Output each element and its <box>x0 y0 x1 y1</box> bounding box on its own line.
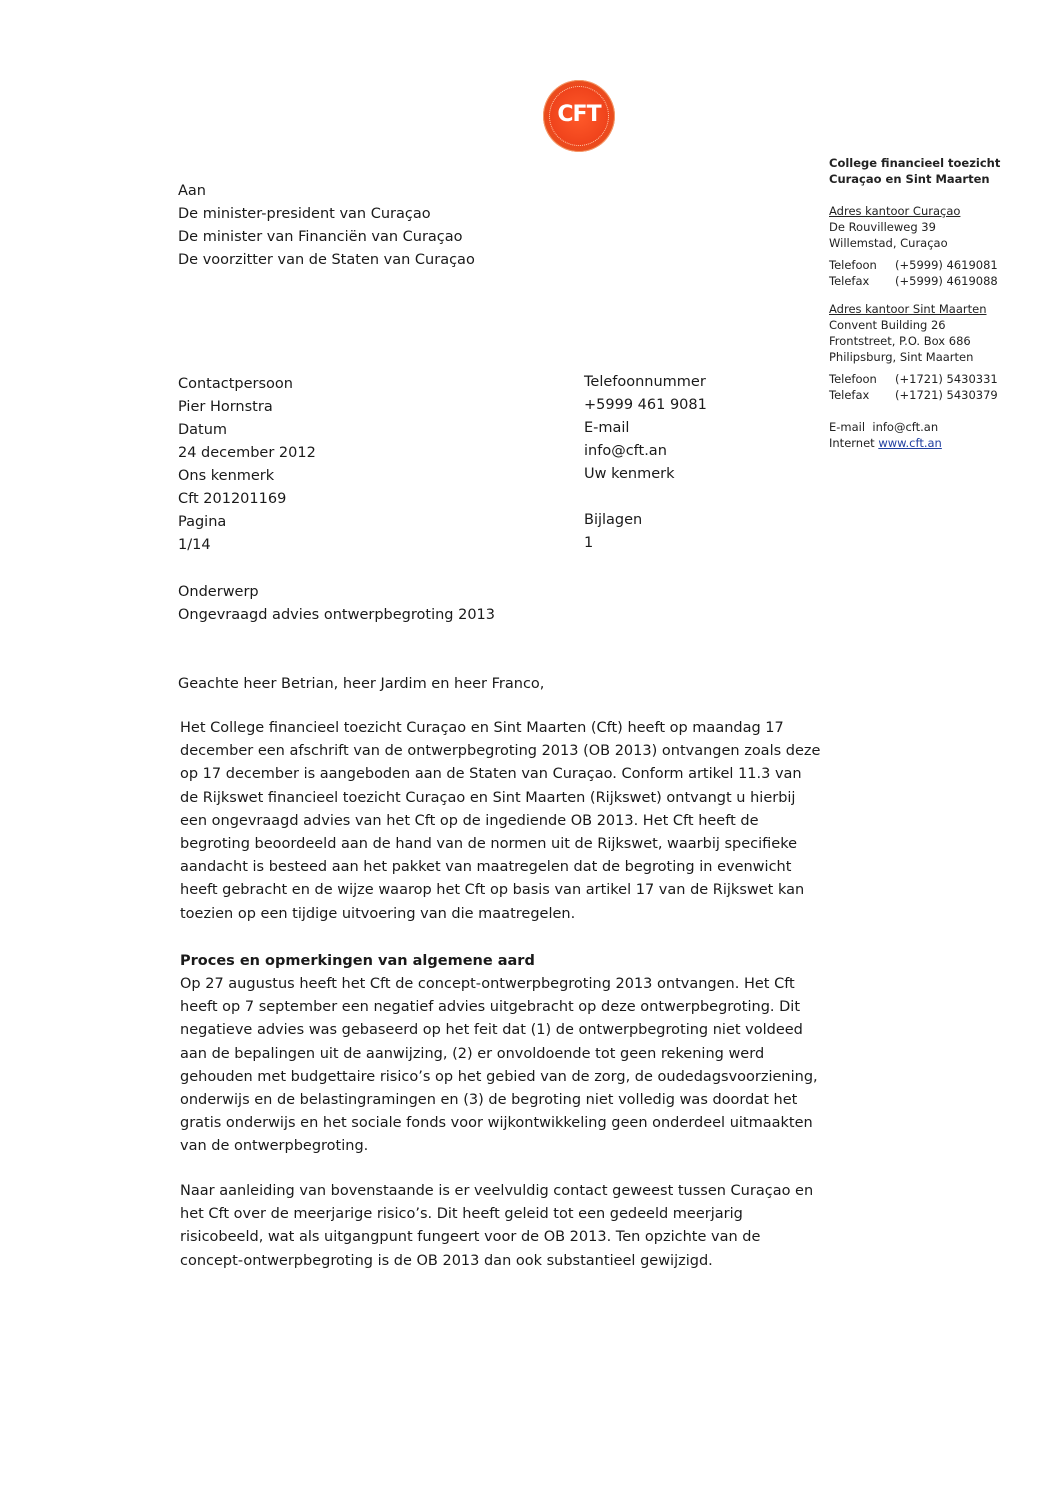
text-line: onderwijs en de belastingramingen en (3) de begroting niet volledig was doordat het <box>180 1092 798 1109</box>
text-line: begroting beoordeeld aan de hand van de normen uit de Rijkswet, waarbij specifieke <box>180 836 798 853</box>
paragraph-followup <box>180 1180 880 1273</box>
fax-label: Telefax <box>829 388 870 402</box>
office-sxm-building: Convent Building 26 <box>829 318 946 332</box>
contact-person-label: Contactpersoon <box>178 376 293 392</box>
text-line: concept-ontwerpbegroting is de OB 2013 dan ook substantieel gewijzigd. <box>180 1252 713 1269</box>
section-heading: Proces en opmerkingen van algemene aard <box>180 953 535 969</box>
your-reference-label: Uw kenmerk <box>584 466 675 482</box>
text-line: van de ontwerpbegroting. <box>180 1138 369 1155</box>
salutation: Geachte heer Betrian, heer Jardim en heer Franco, <box>178 676 545 692</box>
phone-label: Telefoon <box>829 258 877 272</box>
email-value: info@cft.an <box>584 443 667 459</box>
fax-value: (+5999) 4619088 <box>895 274 998 288</box>
text-line: op 17 december is aangeboden aan de Staten van Curaçao. Conform artikel 11.3 van <box>180 766 802 783</box>
text-line: december een afschrift van de ontwerpbegroting 2013 (OB 2013) ontvangen zoals deze <box>180 743 821 760</box>
office-sxm-street: Frontstreet, P.O. Box 686 <box>829 334 971 348</box>
attachments-label: Bijlagen <box>584 512 643 528</box>
phone-number-value: +5999 461 9081 <box>584 397 707 413</box>
page-value: 1/14 <box>178 537 211 553</box>
text-line: risicobeeld, wat als uitgangpunt fungeert voor de OB 2013. Ten opzichte van de <box>180 1229 761 1246</box>
cft-logo <box>543 80 615 152</box>
text-line: toezien op een tijdige uitvoering van die maatregelen. <box>180 905 576 922</box>
letter-meta-right <box>584 371 707 555</box>
email-value[interactable]: info@cft.an <box>872 420 939 434</box>
paragraph-process <box>180 973 880 1159</box>
phone-number-label: Telefoonnummer <box>584 374 706 390</box>
logo-text: CFT <box>557 102 601 127</box>
office-curacao <box>829 203 1039 289</box>
addressee-label: Aan <box>178 183 206 199</box>
email-row <box>829 419 1039 435</box>
website-link[interactable]: www.cft.an <box>878 436 942 450</box>
office-curacao-heading: Adres kantoor Curaçao <box>829 204 961 218</box>
subject <box>178 581 495 627</box>
text-line: aan de bepalingen uit de aanwijzing, (2) er onvoldoende tot geen rekening werd <box>180 1045 765 1062</box>
internet-label: Internet <box>829 436 875 450</box>
page-label: Pagina <box>178 514 227 530</box>
text-line: Het College financieel toezicht Curaçao en Sint Maarten (Cft) heeft op maandag 17 <box>180 720 784 736</box>
fax-value: (+1721) 5430379 <box>895 388 998 402</box>
attachments-value: 1 <box>584 535 594 551</box>
date-value: 24 december 2012 <box>178 445 316 461</box>
office-curacao-phone <box>829 257 1039 273</box>
addressee-line: De minister-president van Curaçao <box>178 206 431 222</box>
paragraph-intro <box>180 717 880 926</box>
office-sxm-heading: Adres kantoor Sint Maarten <box>829 302 987 316</box>
sender-info <box>829 155 1039 451</box>
text-line: negatieve advies was gebaseerd op het feit dat (1) de ontwerpbegroting niet voldeed <box>180 1022 803 1039</box>
office-curacao-street: De Rouvilleweg 39 <box>829 220 936 234</box>
phone-label: Telefoon <box>829 372 877 386</box>
email-label: E-mail <box>829 420 866 434</box>
office-curacao-city: Willemstad, Curaçao <box>829 236 948 250</box>
addressee <box>178 180 475 272</box>
addressee-line: De voorzitter van de Staten van Curaçao <box>178 252 475 268</box>
internet-row <box>829 435 1039 451</box>
phone-value: (+1721) 5430331 <box>895 372 998 386</box>
text-line: het Cft over de meerjarige risico’s. Dit heeft geleid tot een gedeeld meerjarig <box>180 1206 743 1223</box>
our-reference-value: Cft 201201169 <box>178 491 287 507</box>
text-line: heeft gebracht en de wijze waarop het Cft op basis van artikel 17 van de Rijkswet kan <box>180 882 805 899</box>
office-sxm-fax <box>829 387 1039 403</box>
org-name-line1: College financieel toezicht <box>829 156 1001 170</box>
org-name-line2: Curaçao en Sint Maarten <box>829 172 990 186</box>
text-line: de Rijkswet financieel toezicht Curaçao en Sint Maarten (Rijkswet) ontvangt u hierbij <box>180 789 796 806</box>
text-line: heeft op 7 september een negatief advies uitgebracht op deze ontwerpbegroting. Dit <box>180 999 801 1016</box>
fax-label: Telefax <box>829 274 870 288</box>
contact-online <box>829 419 1039 451</box>
office-sint-maarten <box>829 301 1039 403</box>
office-curacao-fax <box>829 273 1039 289</box>
our-reference-label: Ons kenmerk <box>178 468 275 484</box>
phone-value: (+5999) 4619081 <box>895 258 998 272</box>
text-line: Naar aanleiding van bovenstaande is er veelvuldig contact geweest tussen Curaçao en <box>180 1183 814 1199</box>
text-line: een ongevraagd advies van het Cft op de ingediende OB 2013. Het Cft heeft de <box>180 812 759 829</box>
email-label: E-mail <box>584 420 630 436</box>
office-sxm-city: Philipsburg, Sint Maarten <box>829 350 974 364</box>
text-line: Op 27 augustus heeft het Cft de concept-ontwerpbegroting 2013 ontvangen. Het Cft <box>180 976 795 992</box>
date-label: Datum <box>178 422 228 438</box>
addressee-line: De minister van Financiën van Curaçao <box>178 229 463 245</box>
text-line: gratis onderwijs en het sociale fonds voor wijkontwikkeling geen onderdeel uitmaakten <box>180 1115 813 1132</box>
text-line: gehouden met budgettaire risico’s op het gebied van de zorg, de oudedagsvoorziening, <box>180 1068 818 1085</box>
subject-label: Onderwerp <box>178 584 259 600</box>
letter-meta-left <box>178 373 316 557</box>
office-sxm-phone <box>829 371 1039 387</box>
text-line: aandacht is besteed aan het pakket van maatregelen dat de begroting in evenwicht <box>180 859 792 876</box>
contact-person-value: Pier Hornstra <box>178 399 273 415</box>
subject-value: Ongevraagd advies ontwerpbegroting 2013 <box>178 607 495 623</box>
